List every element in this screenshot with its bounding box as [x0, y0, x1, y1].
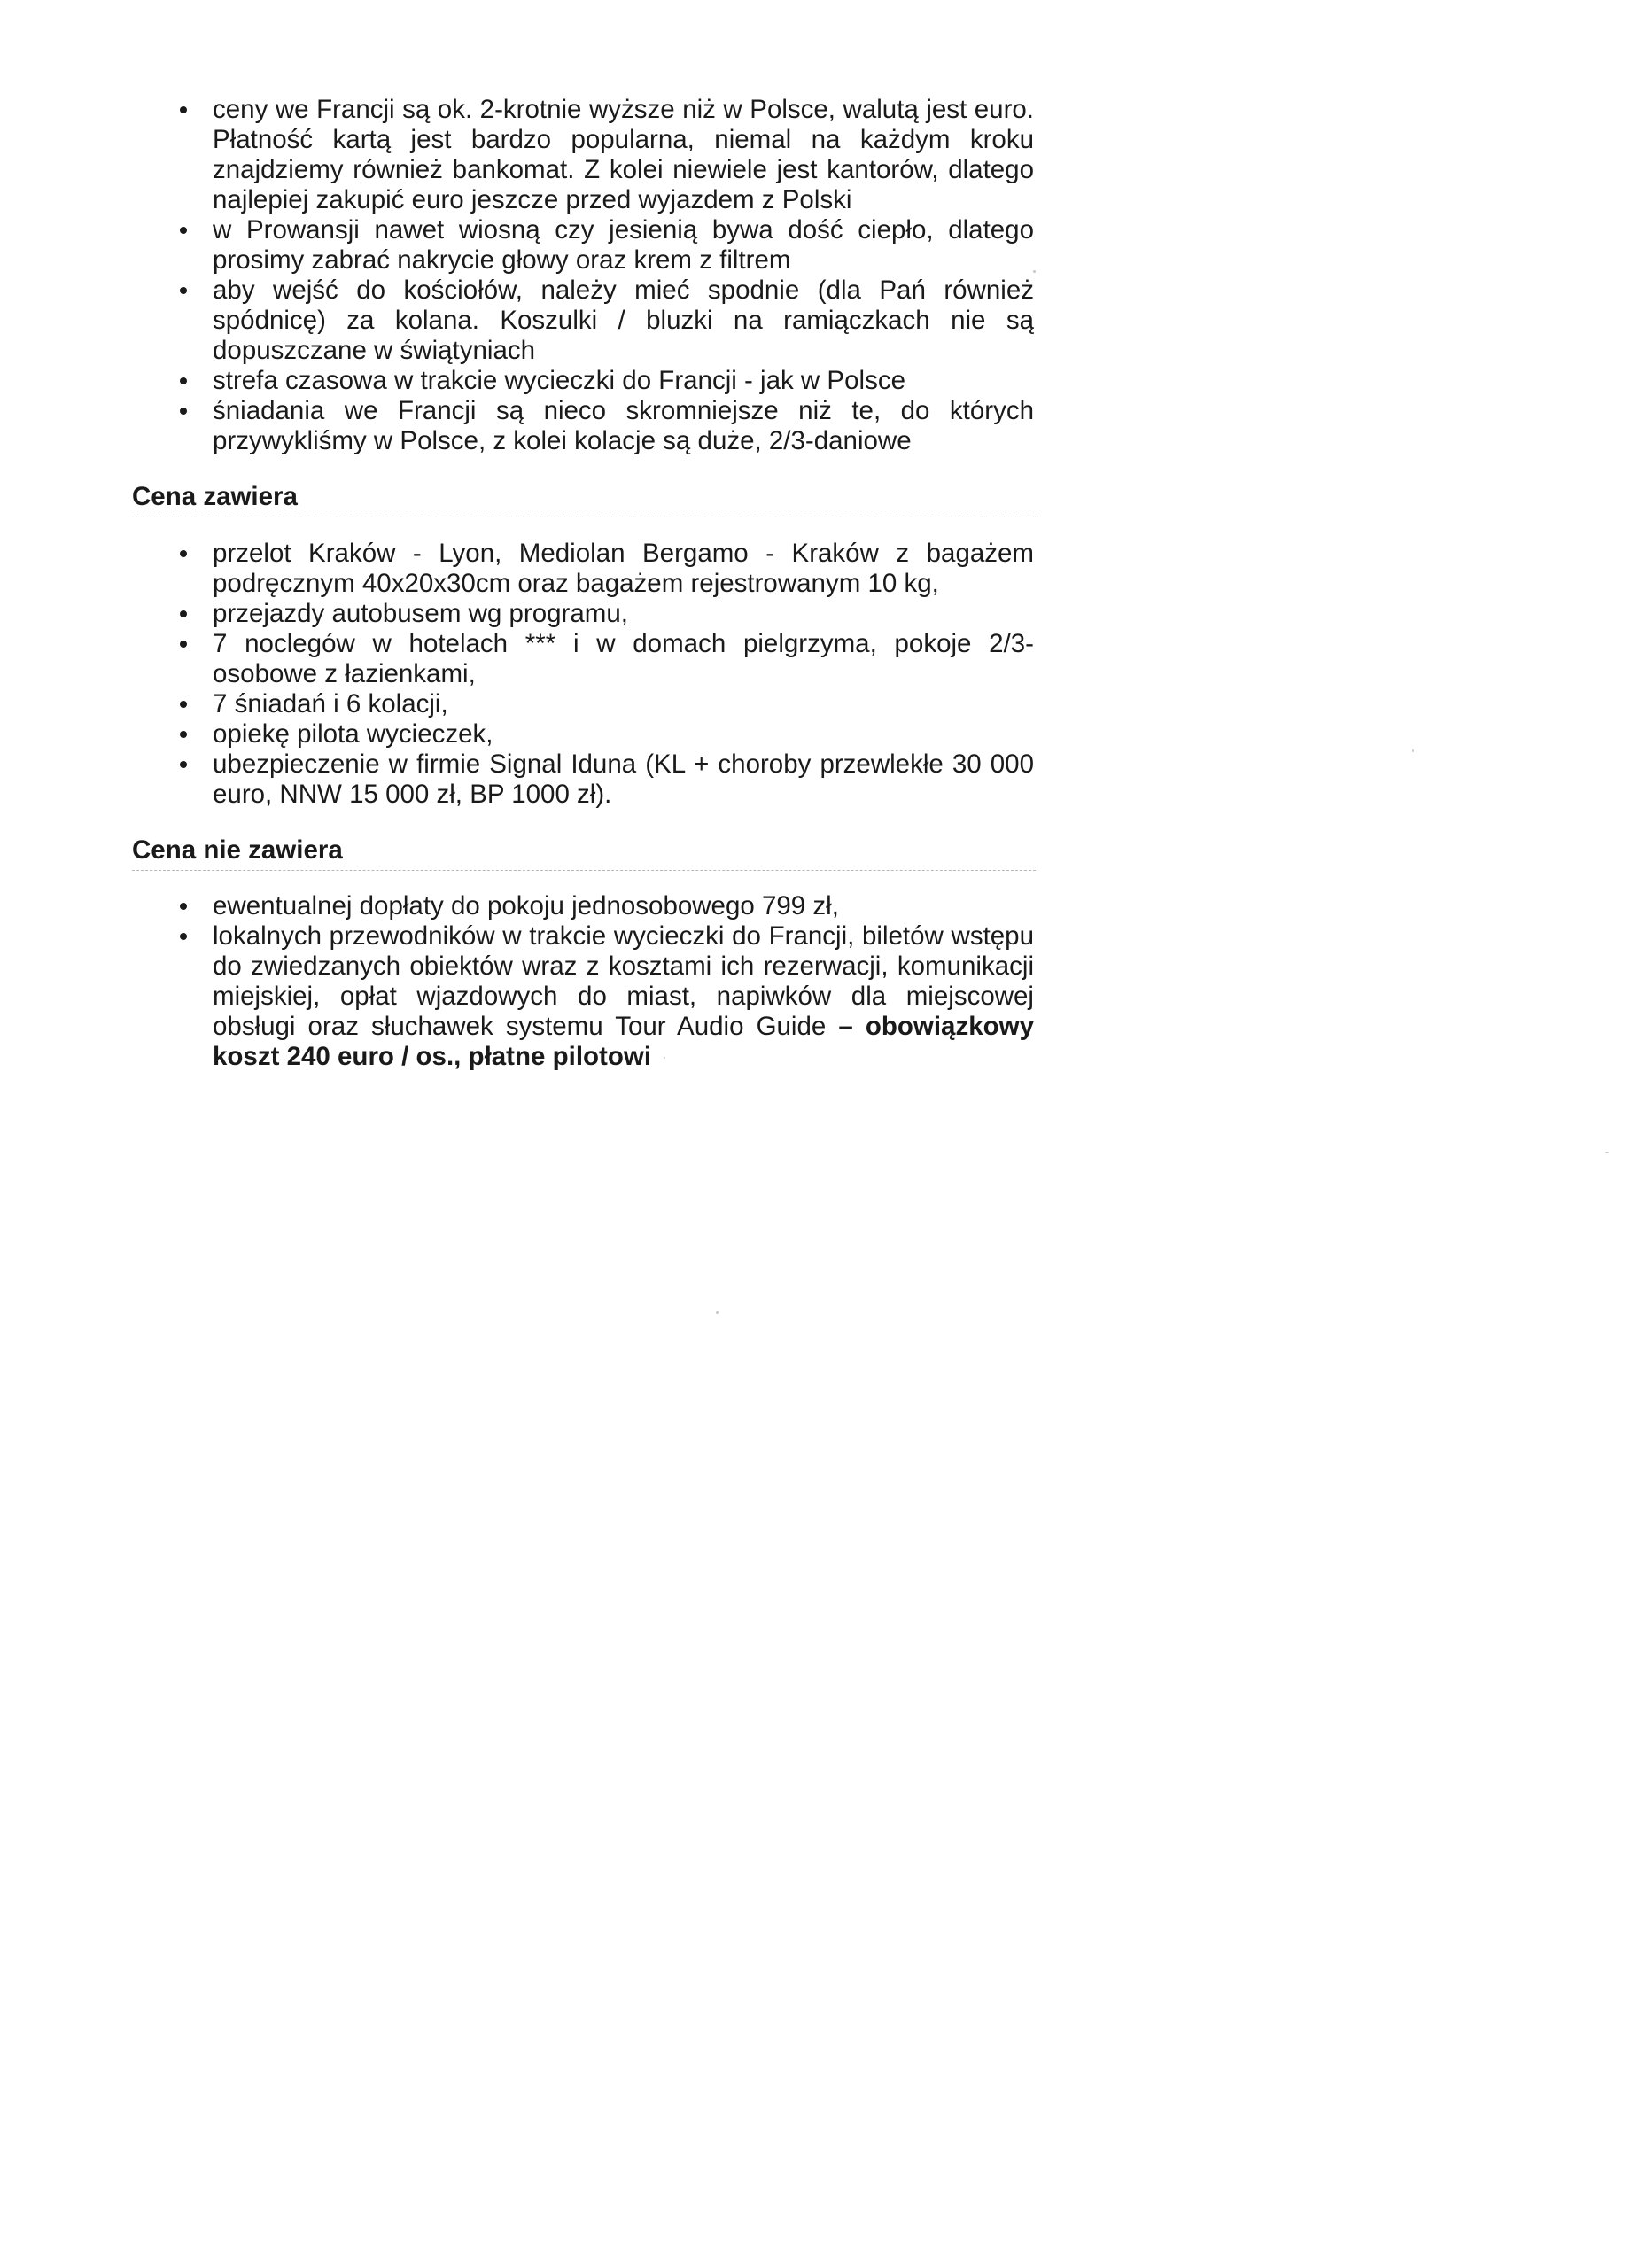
list-item-text: lokalnych przewodników w trakcie wycieczki do Francji, biletów wstępu do zwiedzanych obiektów wraz z kosztami ich rezerwacji, komunikacji miejskiej, opłat wjazdowych do miast, napiwków dla miejscowej obsługi oraz słuchawek systemu Tour Audio Guide: [213, 921, 1034, 1041]
list-item-text: ewentualnej dopłaty do pokoju jednosobowego 799 zł,: [213, 891, 839, 920]
list-item: [177, 719, 1034, 750]
bullet-icon: [180, 933, 187, 940]
bullet-icon: [180, 227, 187, 234]
list-item: [177, 891, 1034, 921]
section-heading-text: Cena zawiera: [132, 482, 298, 511]
bullet-icon: [180, 287, 187, 294]
bullet-icon: [180, 377, 187, 384]
list-item: [177, 366, 1034, 396]
bullet-icon: [180, 903, 187, 910]
bullet-icon: [180, 761, 187, 768]
list-item-text: przelot Kraków - Lyon, Mediolan Bergamo - Kraków z bagażem podręcznym 40x20x30cm oraz bagażem rejestrowanym 10 kg,: [213, 539, 1034, 598]
list-item-text: strefa czasowa w trakcie wycieczki do Francji - jak w Polsce: [213, 366, 905, 395]
list-item: [177, 689, 1034, 719]
list-item: [177, 921, 1034, 1072]
scan-speck: [1412, 749, 1414, 752]
list-item: [177, 539, 1034, 599]
list-item: [177, 599, 1034, 629]
section-heading-price-includes: [132, 481, 1036, 517]
list-item-text: przejazdy autobusem wg programu,: [213, 599, 628, 628]
list-item-text: opiekę pilota wycieczek,: [213, 719, 493, 749]
mandatory-cost-note: – obowiązkowy koszt 240 euro / os., płatne pilotowi: [213, 1012, 1034, 1071]
price-includes-list: [177, 539, 1034, 810]
scan-speck: [716, 1311, 719, 1314]
price-excludes-list: [177, 891, 1034, 1072]
list-item-text: 7 noclegów w hotelach *** i w domach pielgrzyma, pokoje 2/3-osobowe z łazienkami,: [213, 629, 1034, 688]
bullet-icon: [180, 550, 187, 557]
scan-speck: [1605, 1152, 1609, 1153]
list-item: [177, 396, 1034, 456]
section-heading-price-excludes: [132, 835, 1036, 871]
list-item-text: aby wejść do kościołów, należy mieć spodnie (dla Pań również spódnicę) za kolana. Koszulki / bluzki na ramiączkach nie są dopuszczane w świątyniach: [213, 276, 1034, 365]
list-item: [177, 629, 1034, 689]
bullet-icon: [180, 731, 187, 738]
list-item: [177, 276, 1034, 366]
bullet-icon: [180, 641, 187, 648]
section-heading-text: Cena nie zawiera: [132, 835, 343, 865]
list-item-text: śniadania we Francji są nieco skromniejsze niż te, do których przywykliśmy w Polsce, z kolei kolacje są duże, 2/3-daniowe: [213, 396, 1034, 455]
list-item: [177, 215, 1034, 276]
scan-speck: [1033, 270, 1036, 273]
bullet-icon: [180, 701, 187, 708]
scan-speck: [664, 1057, 665, 1059]
list-item-text: ceny we Francji są ok. 2-krotnie wyższe niż w Polsce, walutą jest euro. Płatność kartą jest bardzo popularna, niemal na każdym kroku znajdziemy również bankomat. Z kolei niewiele jest kantorów, dlatego najlepiej zakupić euro jeszcze przed wyjazdem z Polski: [213, 95, 1034, 214]
list-item-text: w Prowansji nawet wiosną czy jesienią bywa dość ciepło, dlatego prosimy zabrać nakrycie głowy oraz krem z filtrem: [213, 215, 1034, 275]
list-item-text: ubezpieczenie w firmie Signal Iduna (KL + choroby przewlekłe 30 000 euro, NNW 15 000 zł, BP 1000 zł).: [213, 750, 1034, 809]
bullet-icon: [180, 610, 187, 617]
list-item: [177, 95, 1034, 215]
bullet-icon: [180, 106, 187, 113]
list-item-text: 7 śniadań i 6 kolacji,: [213, 689, 448, 718]
list-item: [177, 750, 1034, 810]
general-notes-list: [177, 95, 1034, 456]
bullet-icon: [180, 408, 187, 415]
